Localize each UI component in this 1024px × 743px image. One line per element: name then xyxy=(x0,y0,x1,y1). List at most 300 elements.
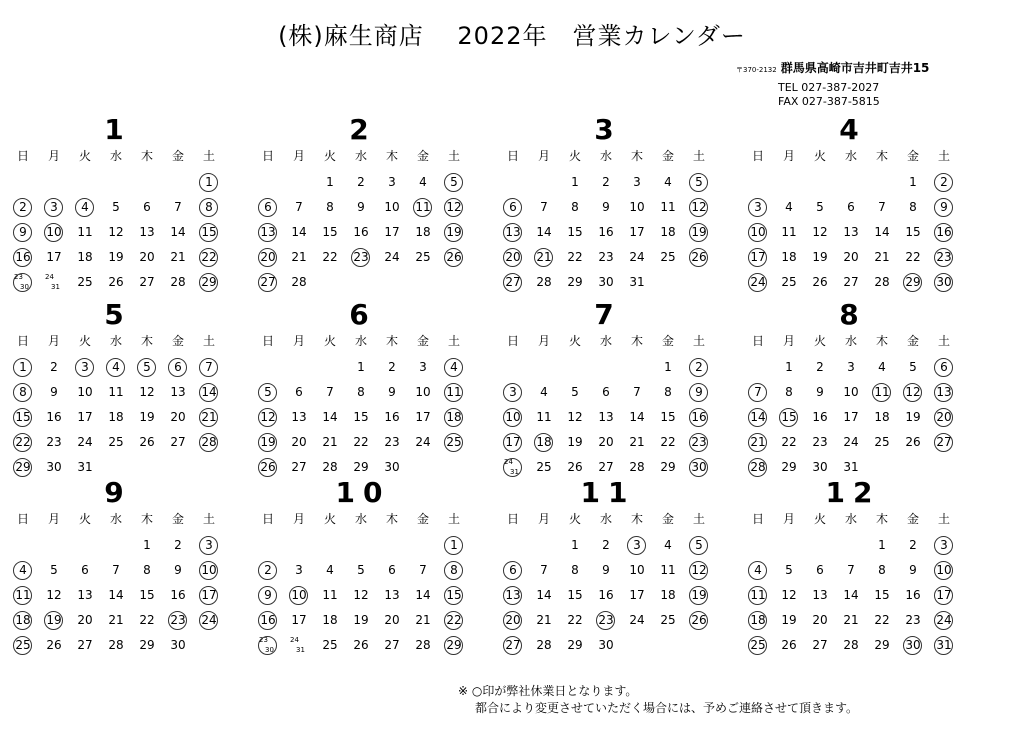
calendar-day: 12 xyxy=(905,385,921,399)
calendar-day: 15 xyxy=(139,588,155,602)
calendar-day: 9 xyxy=(695,385,703,399)
calendar-day: 9 xyxy=(357,200,365,214)
weekday-header: 日 xyxy=(16,512,29,526)
calendar-day: 4 xyxy=(326,563,334,577)
calendar-day: 11 xyxy=(446,385,462,399)
calendar-day: 13 xyxy=(77,588,93,602)
weekday-header: 水 xyxy=(354,149,367,163)
calendar-day: 22 xyxy=(15,435,31,449)
calendar-day: 28 xyxy=(108,638,124,652)
calendar-day: 4 xyxy=(664,175,672,189)
calendar-day: 29 xyxy=(660,460,676,474)
calendar-day: 29 xyxy=(905,275,921,289)
calendar-day: 27 xyxy=(812,638,828,652)
weekday-header: 土 xyxy=(692,149,705,163)
calendar-day: 6 xyxy=(264,200,272,214)
calendar-day: 27 xyxy=(384,638,400,652)
weekday-header: 土 xyxy=(937,512,950,526)
weekday-header: 火 xyxy=(813,512,826,526)
calendar-day: 22 xyxy=(201,250,217,264)
month-calendar xyxy=(745,476,961,652)
calendar-day: 4 xyxy=(112,360,120,374)
calendar-day: 9 xyxy=(388,385,396,399)
calendar-day: 13 xyxy=(812,588,828,602)
calendar-day: 11 xyxy=(781,225,797,239)
calendar-day: 13 xyxy=(936,385,952,399)
weekday-header: 火 xyxy=(568,334,581,348)
calendar-day: 25 xyxy=(660,613,676,627)
calendar-day: 2 xyxy=(602,175,610,189)
calendar-day: 9 xyxy=(264,588,272,602)
calendar-day: 29 xyxy=(874,638,890,652)
calendar-day: 26 xyxy=(691,613,707,627)
month-calendar xyxy=(255,113,471,289)
calendar-day: 17 xyxy=(201,588,217,602)
weekday-header: 土 xyxy=(937,334,950,348)
weekday-header: 木 xyxy=(385,149,398,163)
calendar-day: 5 xyxy=(264,385,272,399)
calendar-day: 5 xyxy=(571,385,579,399)
weekday-header: 土 xyxy=(202,334,215,348)
month-calendar xyxy=(10,476,226,652)
fax-number: FAX 027-387-5815 xyxy=(778,95,880,108)
calendar-day: 7 xyxy=(174,200,182,214)
month-number: 8 xyxy=(839,298,867,331)
calendar-day: 29 xyxy=(353,460,369,474)
weekday-header: 木 xyxy=(875,512,888,526)
calendar-day: 24 xyxy=(629,613,645,627)
weekday-header: 土 xyxy=(447,149,460,163)
weekday-header: 水 xyxy=(109,149,122,163)
month-number: 2 xyxy=(349,113,377,146)
weekday-header: 金 xyxy=(661,512,674,526)
calendar-day: 24 xyxy=(201,613,217,627)
calendar-day: 9 xyxy=(19,225,27,239)
calendar-day: 17 xyxy=(291,613,307,627)
weekday-header: 金 xyxy=(906,334,919,348)
calendar-day: 13 xyxy=(291,410,307,424)
calendar-day: 26 xyxy=(691,250,707,264)
calendar-day: 23 xyxy=(46,435,62,449)
calendar-day: 1 xyxy=(450,538,458,552)
calendar-day: 28 xyxy=(291,275,307,289)
calendar-day: 6 xyxy=(509,200,517,214)
calendar-day: 31 xyxy=(510,468,519,476)
calendar-day: 9 xyxy=(909,563,917,577)
weekday-header: 水 xyxy=(599,512,612,526)
weekday-header: 火 xyxy=(78,149,91,163)
calendar-day: 16 xyxy=(384,410,400,424)
calendar-day: 18 xyxy=(536,435,552,449)
calendar-day: 29 xyxy=(567,275,583,289)
calendar-day: 17 xyxy=(936,588,952,602)
calendar-day: 25 xyxy=(15,638,31,652)
calendar-day: 5 xyxy=(50,563,58,577)
weekday-header: 木 xyxy=(875,334,888,348)
month-calendar xyxy=(745,298,961,474)
weekday-header: 金 xyxy=(416,334,429,348)
calendar-day: 12 xyxy=(812,225,828,239)
calendar-day: 25 xyxy=(750,638,766,652)
calendar-day: 30 xyxy=(265,646,274,654)
calendar-day: 3 xyxy=(388,175,396,189)
weekday-header: 日 xyxy=(261,334,274,348)
calendar-day: 10 xyxy=(291,588,307,602)
calendar-day: 15 xyxy=(446,588,462,602)
weekday-header: 木 xyxy=(630,149,643,163)
calendar-day: 29 xyxy=(781,460,797,474)
calendar-day: 27 xyxy=(843,275,859,289)
calendar-day: 6 xyxy=(295,385,303,399)
calendar-day: 5 xyxy=(909,360,917,374)
calendar-day: 20 xyxy=(936,410,952,424)
calendar-day: 21 xyxy=(536,250,552,264)
calendar-day: 25 xyxy=(874,435,890,449)
calendar-day: 23 xyxy=(936,250,952,264)
calendar-day: 8 xyxy=(143,563,151,577)
weekday-header: 月 xyxy=(537,512,550,526)
calendar-day: 27 xyxy=(936,435,952,449)
calendar-day: 1 xyxy=(357,360,365,374)
calendar-day: 24 xyxy=(384,250,400,264)
calendar-day: 30 xyxy=(46,460,62,474)
calendar-day: 18 xyxy=(77,250,93,264)
change-note: 都合により変更させていただく場合には、予めご連絡させて頂きます。 xyxy=(475,701,859,715)
month-number: 3 xyxy=(594,113,622,146)
weekday-header: 水 xyxy=(354,334,367,348)
weekday-header: 火 xyxy=(78,512,91,526)
calendar-day: 12 xyxy=(139,385,155,399)
weekday-header: 水 xyxy=(844,512,857,526)
calendar-day: 28 xyxy=(536,275,552,289)
weekday-header: 日 xyxy=(506,149,519,163)
calendar-day: 31 xyxy=(51,283,60,291)
calendar-day: 20 xyxy=(843,250,859,264)
calendar-day: 1 xyxy=(571,538,579,552)
calendar-day: 21 xyxy=(170,250,186,264)
calendar-day: 6 xyxy=(174,360,182,374)
weekday-header: 水 xyxy=(599,334,612,348)
calendar-day: 11 xyxy=(108,385,124,399)
calendar-day: 14 xyxy=(108,588,124,602)
calendar-day: 21 xyxy=(201,410,217,424)
weekday-header: 金 xyxy=(416,512,429,526)
calendar-day: 26 xyxy=(108,275,124,289)
calendar-day: 20 xyxy=(384,613,400,627)
calendar-day: 24 xyxy=(45,273,54,281)
calendar-day: 22 xyxy=(322,250,338,264)
weekday-header: 水 xyxy=(844,149,857,163)
calendar-day: 25 xyxy=(322,638,338,652)
weekday-header: 火 xyxy=(323,512,336,526)
postal-code: 〒370-2132 xyxy=(736,66,777,74)
calendar-day: 4 xyxy=(450,360,458,374)
calendar-day: 18 xyxy=(415,225,431,239)
weekday-header: 水 xyxy=(109,334,122,348)
calendar-day: 2 xyxy=(174,538,182,552)
calendar-day: 13 xyxy=(384,588,400,602)
calendar-day: 1 xyxy=(909,175,917,189)
calendar-day: 23 xyxy=(598,613,614,627)
weekday-header: 月 xyxy=(47,512,60,526)
weekday-header: 木 xyxy=(385,334,398,348)
calendar-day: 27 xyxy=(139,275,155,289)
calendar-day: 12 xyxy=(691,563,707,577)
calendar-day: 10 xyxy=(936,563,952,577)
calendar-day: 9 xyxy=(602,563,610,577)
calendar-day: 26 xyxy=(260,460,276,474)
calendar-day: 3 xyxy=(295,563,303,577)
calendar-day: 13 xyxy=(598,410,614,424)
month-calendar xyxy=(500,476,716,652)
calendar-day: 15 xyxy=(567,225,583,239)
calendar-day: 7 xyxy=(754,385,762,399)
calendar-day: 4 xyxy=(19,563,27,577)
calendar-day: 3 xyxy=(509,385,517,399)
calendar-day: 28 xyxy=(750,460,766,474)
calendar-day: 10 xyxy=(843,385,859,399)
calendar-day: 16 xyxy=(170,588,186,602)
calendar-day: 31 xyxy=(296,646,305,654)
calendar-day: 4 xyxy=(664,538,672,552)
calendar-day: 22 xyxy=(874,613,890,627)
calendar-day: 13 xyxy=(505,588,521,602)
calendar-day: 19 xyxy=(446,225,462,239)
calendar-day: 13 xyxy=(843,225,859,239)
calendar-day: 29 xyxy=(446,638,462,652)
calendar-day: 19 xyxy=(905,410,921,424)
month-calendar xyxy=(255,476,471,654)
month-number: 6 xyxy=(349,298,377,331)
weekday-header: 月 xyxy=(47,149,60,163)
calendar-day: 8 xyxy=(450,563,458,577)
calendar-day: 4 xyxy=(540,385,548,399)
calendar-day: 11 xyxy=(660,563,676,577)
calendar-day: 13 xyxy=(260,225,276,239)
calendar-day: 22 xyxy=(905,250,921,264)
calendar-day: 24 xyxy=(415,435,431,449)
calendar-day: 29 xyxy=(567,638,583,652)
weekday-header: 土 xyxy=(202,512,215,526)
calendar-day: 21 xyxy=(843,613,859,627)
calendar-day: 19 xyxy=(781,613,797,627)
calendar-day: 11 xyxy=(660,200,676,214)
calendar-day: 15 xyxy=(15,410,31,424)
calendar-day: 3 xyxy=(754,200,762,214)
weekday-header: 火 xyxy=(323,334,336,348)
calendar-day: 23 xyxy=(170,613,186,627)
calendar-day: 27 xyxy=(77,638,93,652)
calendar-day: 14 xyxy=(536,588,552,602)
calendar-day: 22 xyxy=(781,435,797,449)
calendar-day: 18 xyxy=(446,410,462,424)
calendar-day: 20 xyxy=(170,410,186,424)
calendar-day: 17 xyxy=(629,225,645,239)
calendar-day: 27 xyxy=(291,460,307,474)
calendar-day: 10 xyxy=(750,225,766,239)
calendar-day: 30 xyxy=(170,638,186,652)
weekday-header: 土 xyxy=(447,512,460,526)
calendar-day: 3 xyxy=(419,360,427,374)
calendar-day: 12 xyxy=(108,225,124,239)
calendar-day: 26 xyxy=(139,435,155,449)
weekday-header: 日 xyxy=(751,149,764,163)
weekday-header: 金 xyxy=(906,149,919,163)
calendar-day: 12 xyxy=(353,588,369,602)
calendar-day: 7 xyxy=(205,360,213,374)
month-number: 7 xyxy=(594,298,622,331)
month-number: 5 xyxy=(104,298,132,331)
calendar-day: 28 xyxy=(536,638,552,652)
calendar-day: 20 xyxy=(260,250,276,264)
weekday-header: 月 xyxy=(292,334,305,348)
calendar-day: 1 xyxy=(571,175,579,189)
calendar-day: 18 xyxy=(781,250,797,264)
calendar-day: 30 xyxy=(905,638,921,652)
weekday-header: 日 xyxy=(16,149,29,163)
calendar-day: 22 xyxy=(446,613,462,627)
month-number: 11 xyxy=(580,476,636,509)
calendar-day: 30 xyxy=(812,460,828,474)
calendar-day: 11 xyxy=(77,225,93,239)
calendar-day: 19 xyxy=(691,225,707,239)
calendar-day: 21 xyxy=(291,250,307,264)
weekday-header: 金 xyxy=(661,334,674,348)
weekday-header: 土 xyxy=(447,334,460,348)
calendar-day: 11 xyxy=(874,385,890,399)
calendar-day: 19 xyxy=(108,250,124,264)
calendar-day: 15 xyxy=(353,410,369,424)
calendar-day: 14 xyxy=(750,410,766,424)
calendar-day: 8 xyxy=(664,385,672,399)
month-number: 12 xyxy=(825,476,881,509)
calendar-day: 25 xyxy=(446,435,462,449)
calendar-day: 17 xyxy=(750,250,766,264)
weekday-header: 月 xyxy=(47,334,60,348)
calendar-day: 9 xyxy=(816,385,824,399)
month-number: 10 xyxy=(335,476,391,509)
weekday-header: 月 xyxy=(537,334,550,348)
calendar-day: 3 xyxy=(847,360,855,374)
calendar-day: 4 xyxy=(419,175,427,189)
calendar-day: 16 xyxy=(812,410,828,424)
calendar-day: 22 xyxy=(567,250,583,264)
weekday-header: 火 xyxy=(813,334,826,348)
calendar-day: 15 xyxy=(781,410,797,424)
calendar-day: 20 xyxy=(77,613,93,627)
calendar-day: 7 xyxy=(112,563,120,577)
calendar-day: 11 xyxy=(322,588,338,602)
calendar-day: 7 xyxy=(540,200,548,214)
weekday-header: 土 xyxy=(692,512,705,526)
calendar-day: 16 xyxy=(15,250,31,264)
calendar-day: 20 xyxy=(291,435,307,449)
calendar-day: 12 xyxy=(260,410,276,424)
calendar-day: 19 xyxy=(567,435,583,449)
calendar-day: 6 xyxy=(602,385,610,399)
calendar-day: 10 xyxy=(77,385,93,399)
calendar-day: 28 xyxy=(415,638,431,652)
weekday-header: 日 xyxy=(261,149,274,163)
month-calendar xyxy=(500,113,716,289)
weekday-header: 金 xyxy=(171,149,184,163)
calendar-day: 21 xyxy=(629,435,645,449)
calendar-day: 6 xyxy=(143,200,151,214)
calendar-day: 24 xyxy=(629,250,645,264)
calendar-day: 16 xyxy=(260,613,276,627)
calendar-day: 7 xyxy=(847,563,855,577)
calendar-day: 11 xyxy=(536,410,552,424)
calendar-day: 12 xyxy=(567,410,583,424)
calendar-day: 8 xyxy=(571,563,579,577)
calendar-day: 20 xyxy=(505,613,521,627)
weekday-header: 火 xyxy=(568,149,581,163)
weekday-header: 土 xyxy=(937,149,950,163)
calendar-day: 12 xyxy=(781,588,797,602)
calendar-day: 10 xyxy=(629,563,645,577)
calendar-day: 15 xyxy=(660,410,676,424)
calendar-day: 26 xyxy=(446,250,462,264)
calendar-day: 8 xyxy=(878,563,886,577)
calendar-day: 16 xyxy=(691,410,707,424)
calendar-day: 2 xyxy=(816,360,824,374)
calendar-day: 5 xyxy=(143,360,151,374)
calendar-day: 8 xyxy=(326,200,334,214)
calendar-day: 27 xyxy=(598,460,614,474)
calendar-day: 17 xyxy=(46,250,62,264)
calendar-day: 30 xyxy=(691,460,707,474)
weekday-header: 金 xyxy=(416,149,429,163)
month-number: 4 xyxy=(839,113,867,146)
calendar-day: 14 xyxy=(170,225,186,239)
calendar-day: 15 xyxy=(905,225,921,239)
month-calendar xyxy=(10,113,226,291)
calendar-day: 5 xyxy=(450,175,458,189)
company-address xyxy=(736,62,929,77)
calendar-day: 18 xyxy=(108,410,124,424)
calendar-day: 18 xyxy=(874,410,890,424)
calendar-day: 20 xyxy=(598,435,614,449)
calendar-day: 1 xyxy=(205,175,213,189)
calendar-day: 4 xyxy=(878,360,886,374)
calendar-day: 10 xyxy=(201,563,217,577)
calendar-day: 17 xyxy=(415,410,431,424)
calendar-day: 28 xyxy=(629,460,645,474)
weekday-header: 土 xyxy=(202,149,215,163)
weekday-header: 土 xyxy=(692,334,705,348)
calendar-day: 15 xyxy=(567,588,583,602)
weekday-header: 火 xyxy=(813,149,826,163)
calendar-day: 21 xyxy=(415,613,431,627)
calendar-day: 2 xyxy=(50,360,58,374)
address-text: 群馬県高崎市吉井町吉井15 xyxy=(780,61,930,75)
calendar-day: 8 xyxy=(571,200,579,214)
calendar-day: 6 xyxy=(816,563,824,577)
calendar-day: 28 xyxy=(201,435,217,449)
calendar-day: 17 xyxy=(505,435,521,449)
calendar-day: 14 xyxy=(322,410,338,424)
calendar-day: 13 xyxy=(139,225,155,239)
calendar-day: 26 xyxy=(353,638,369,652)
calendar-day: 1 xyxy=(143,538,151,552)
calendar-day: 13 xyxy=(170,385,186,399)
weekday-header: 火 xyxy=(78,334,91,348)
weekday-header: 水 xyxy=(599,149,612,163)
calendar-day: 28 xyxy=(170,275,186,289)
calendar-day: 8 xyxy=(357,385,365,399)
weekday-header: 月 xyxy=(292,149,305,163)
calendar-day: 23 xyxy=(905,613,921,627)
